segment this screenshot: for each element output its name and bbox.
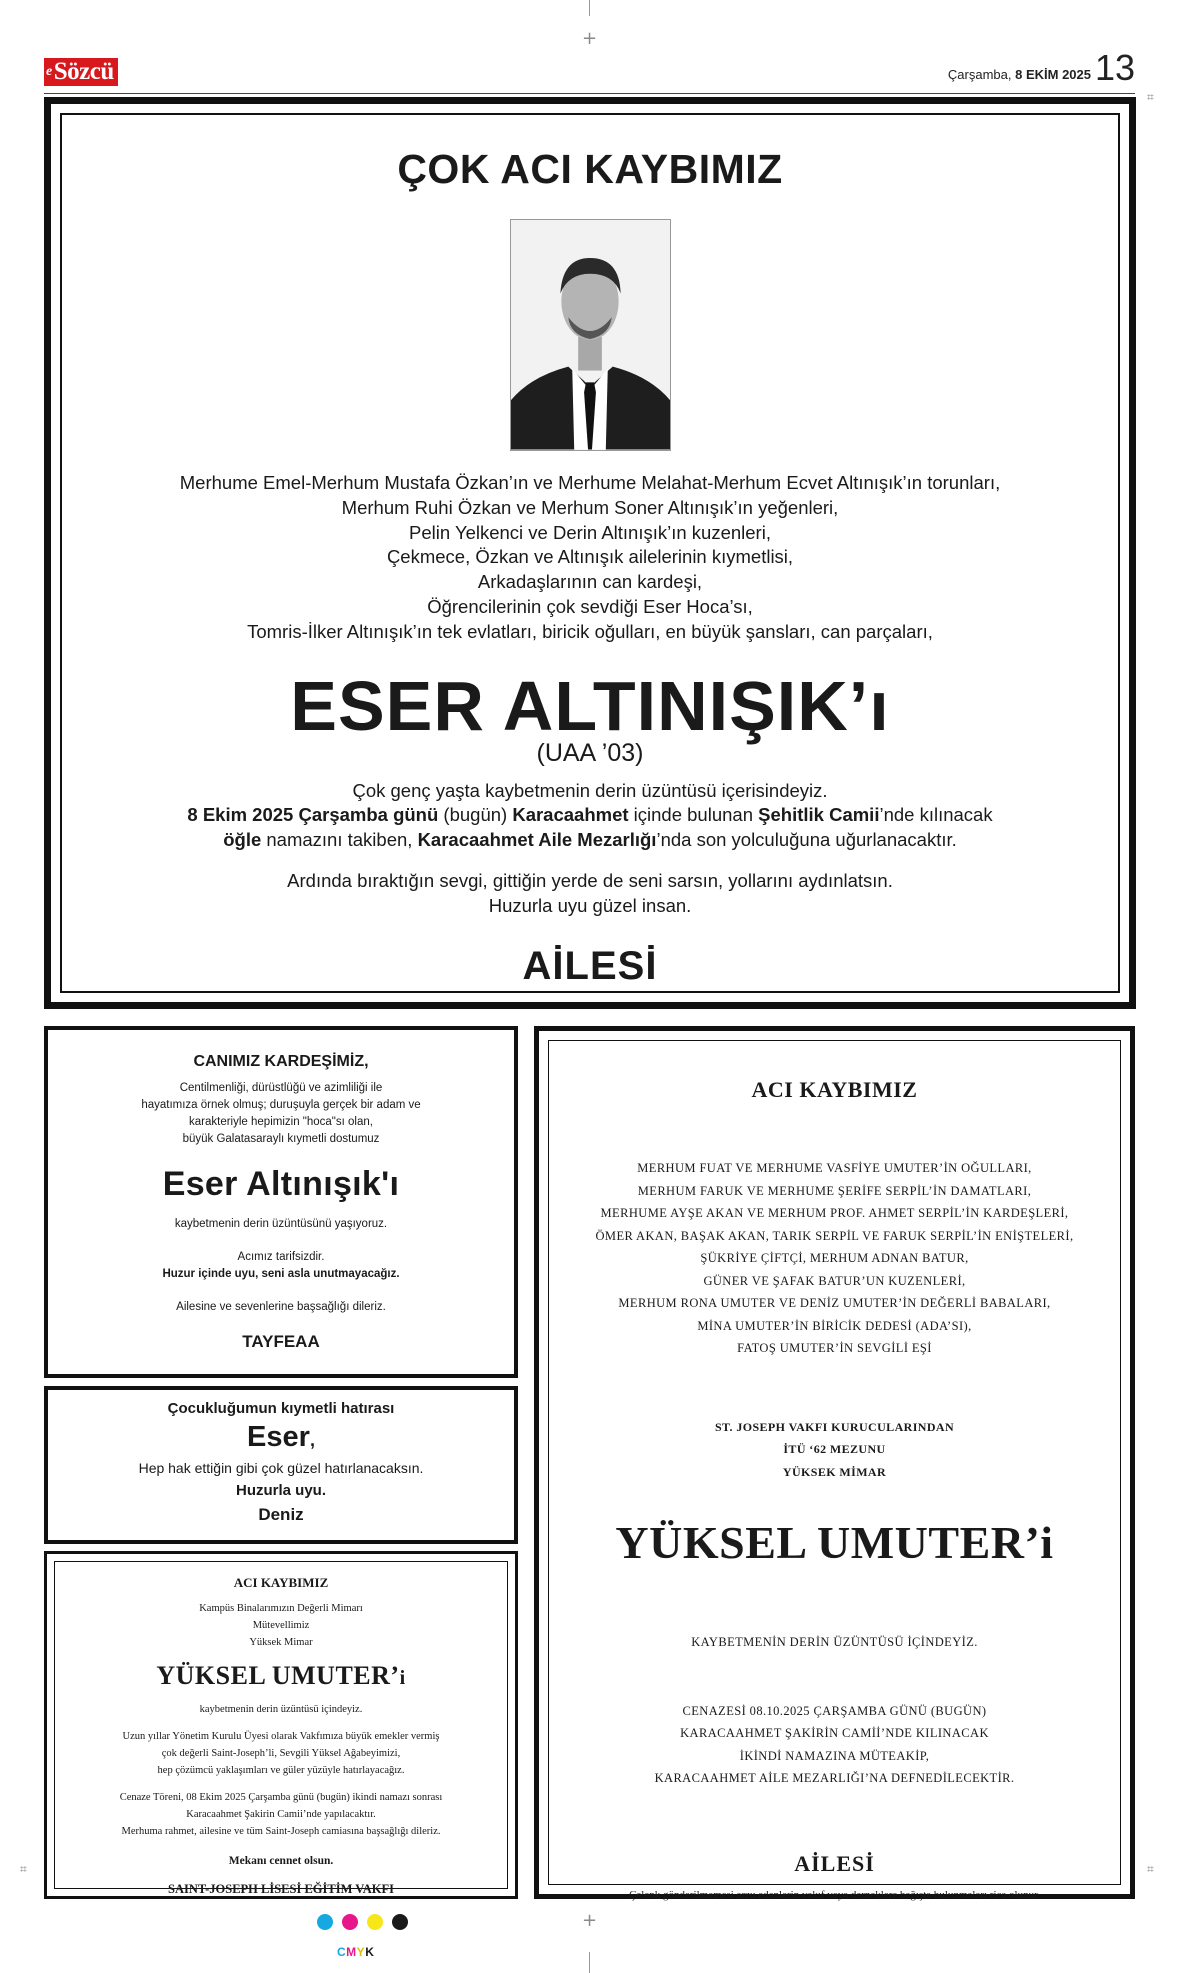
- funeral-line: KARACAAHMET ŞAKİRİN CAMİİ’NDE KILINACAK: [680, 1726, 989, 1740]
- condolence-name: Eser Altınışık'ı: [162, 1165, 400, 1203]
- condolence-line-bold: Huzur içinde uyu, seni asla unutmayacağız.: [162, 1268, 400, 1280]
- relation-line: MİNA UMUTER’İN BİRİCİK DEDESİ (ADA’SI),: [697, 1318, 972, 1333]
- relation-line: Tomris-İlker Altınışık’ın tek evlatları, biricik oğulları, en büyük şansları, can parçaları,: [247, 620, 933, 642]
- condolence-deniz: [44, 1386, 518, 1544]
- condolence-name: [55, 1659, 507, 1695]
- condolence-titles: [55, 1600, 507, 1651]
- condolence-line: çok değerli Saint-Joseph’li, Sevgili Yüksel Ağabeyimizi,: [161, 1748, 401, 1759]
- registration-mark-bottom: +: [582, 1910, 598, 1931]
- closing-line-2: Huzurla uyu güzel insan.: [488, 895, 692, 917]
- funeral-place: Karacaahmet: [512, 804, 629, 826]
- cmyk-y: Y: [356, 1945, 366, 1959]
- relation-line: Pelin Yelkenci ve Derin Altınışık’ın kuzenleri,: [409, 521, 771, 543]
- obituary-relations: [62, 471, 1118, 645]
- newspaper-logo: [44, 58, 118, 86]
- condolence-heading: ACI KAYBIMIZ: [233, 1575, 329, 1590]
- funeral-mosque: Şehitlik Camii: [758, 804, 880, 826]
- cmyk-k: K: [365, 1945, 375, 1959]
- title-line: YÜKSEK MİMAR: [782, 1464, 887, 1479]
- obituary-title: ÇOK ACI KAYBIMIZ: [397, 146, 783, 192]
- obituary-inner-frame: [548, 1040, 1121, 1901]
- condolence-line: Çocukluğumun kıymetli hatırası: [167, 1400, 395, 1417]
- condolence-closing: Mekanı cennet olsun.: [228, 1855, 334, 1867]
- relation-line: Çekmece, Özkan ve Altınışık ailelerinin kıymetlisi,: [386, 546, 794, 568]
- registration-mark-right-top: ⌗: [1147, 90, 1154, 104]
- grief-line: KAYBETMENİN DERİN ÜZÜNTÜSÜ İÇİNDEYİZ.: [691, 1635, 978, 1649]
- obituary-eser-altinisik: [44, 97, 1136, 1009]
- funeral-text: ’nda son yolculuğuna uğurlanacaktır.: [656, 828, 957, 850]
- relation-line: MERHUME AYŞE AKAN VE MERHUM PROF. AHMET SERPİL’İN KARDEŞLERİ,: [600, 1206, 1069, 1220]
- obituary-yuksel-umuter: [534, 1026, 1135, 1899]
- obituary-inner-frame: [60, 113, 1120, 993]
- deceased-titles: [549, 1416, 1120, 1484]
- condolence-line: Centilmenliği, dürüstlüğü ve azimliliği ile: [179, 1082, 383, 1094]
- relation-line: ŞÜKRİYE ÇİFTÇİ, MERHUM ADNAN BATUR,: [700, 1251, 969, 1265]
- cmyk-m: M: [346, 1945, 357, 1959]
- condolence-line: Yüksek Mimar: [249, 1637, 313, 1648]
- condolence-line: Hep hak ettiğin gibi çok güzel hatırlanacaksın.: [138, 1460, 424, 1476]
- relation-line: MERHUM RONA UMUTER VE DENİZ UMUTER’İN DEĞERLİ BABALARI,: [618, 1296, 1051, 1310]
- relation-line: FATOŞ UMUTER’İN SEVGİLİ EŞİ: [737, 1341, 932, 1355]
- relation-line: MERHUM FARUK VE MERHUME ŞERİFE SERPİL’İN DAMATLARI,: [637, 1183, 1032, 1198]
- condolence-line: Acımız tarifsizdir.: [237, 1251, 325, 1263]
- condolence-line: Ailesine ve sevenlerine başsağlığı dileriz.: [176, 1301, 386, 1313]
- condolence-line: hep çözümcü yaklaşımları ve güler yüzüyle hatırlayacağız.: [157, 1765, 405, 1776]
- deceased-class: (UAA ’03): [536, 738, 644, 767]
- condolence-line: Merhuma rahmet, ailesine ve tüm Saint-Joseph camiasına başsağlığı dileriz.: [121, 1826, 441, 1837]
- condolence-saint-joseph: [44, 1551, 518, 1899]
- condolence-text: [62, 1080, 500, 1148]
- registration-mark-top: +: [582, 28, 598, 49]
- funeral-line-2: [62, 803, 1118, 828]
- title-line: İTÜ ‘62 MEZUNU: [783, 1442, 886, 1456]
- issue-date: [948, 67, 1091, 82]
- condolence-name-text: YÜKSEL UMUTER’: [156, 1661, 400, 1690]
- registration-line-top: [589, 0, 590, 16]
- issue-weekday: Çarşamba,: [947, 67, 1012, 82]
- funeral-text: (bugün): [438, 804, 513, 826]
- condolence-line: Cenaze Töreni, 08 Ekim 2025 Çarşamba günü (bugün) ikindi namazı sonrası: [119, 1792, 443, 1803]
- header-divider: [44, 93, 1135, 94]
- relation-line: Merhum Ruhi Özkan ve Merhum Soner Altınışık’ın yeğenleri,: [341, 496, 839, 518]
- condolence-inner-frame: [54, 1561, 508, 1896]
- funeral-line: CENAZESİ 08.10.2025 ÇARŞAMBA GÜNÜ (BUGÜN): [682, 1703, 987, 1718]
- portrait-image: [511, 220, 670, 450]
- condolence-line: Kampüs Binalarımızın Değerli Mimarı: [199, 1603, 363, 1614]
- relation-line: Öğrencilerinin çok sevdiği Eser Hoca’sı,: [427, 595, 753, 617]
- condolence-line: karakteriyle hepimizin "hoca"sı olan,: [189, 1116, 373, 1128]
- funeral-line-3: [62, 828, 1118, 853]
- condolence-paragraph: [55, 1789, 507, 1840]
- registration-mark-right-bottom: ⌗: [1147, 1862, 1154, 1876]
- prayer-time: öğle: [223, 828, 262, 850]
- condolence-name-suffix: ,: [309, 1430, 315, 1450]
- funeral-line: KARACAAHMET AİLE MEZARLIĞI’NA DEFNEDİLECEKTİR.: [654, 1771, 1015, 1785]
- condolence-line: hayatımıza örnek olmuş; duruşuyla gerçek bir adam ve: [141, 1099, 421, 1111]
- obituary-signature: AİLESİ: [522, 944, 658, 989]
- funeral-line-1: Çok genç yaşta kaybetmenin derin üzüntüsü içerisindeyiz.: [352, 779, 828, 801]
- relation-line: GÜNER VE ŞAFAK BATUR’UN KUZENLERİ,: [703, 1273, 966, 1288]
- condolence-line: Uzun yıllar Yönetim Kurulu Üyesi olarak Vakfımıza büyük emekler vermiş: [122, 1731, 440, 1742]
- funeral-text: içinde bulunan: [628, 804, 759, 826]
- registration-mark-left: ⌗: [20, 1862, 27, 1876]
- black-dot-icon: [392, 1914, 408, 1930]
- relation-line: MERHUM FUAT VE MERHUME VASFİYE UMUTER’İN OĞULLARI,: [637, 1161, 1032, 1175]
- yellow-dot-icon: [367, 1914, 383, 1930]
- closing-line-1: Ardında bıraktığın sevgi, gittiğin yerde de seni sarsın, yollarını aydınlatsın.: [287, 870, 893, 892]
- obituary-closing: [62, 868, 1118, 918]
- condolence-line: Karacaahmet Şakirin Camii’nde yapılacaktır.: [186, 1809, 376, 1820]
- registration-line-bottom: [589, 1952, 590, 1973]
- funeral-text: namazını takiben,: [261, 828, 418, 850]
- condolence-signature: TAYFEAA: [242, 1332, 320, 1351]
- cemetery-name: Karacaahmet Aile Mezarlığı: [417, 828, 657, 850]
- condolence-signature: Deniz: [258, 1505, 304, 1524]
- cmyk-label: [337, 1945, 374, 1959]
- cyan-dot-icon: [317, 1914, 333, 1930]
- deceased-name: YÜKSEL UMUTER’i: [615, 1517, 1054, 1568]
- obituary-signature: AİLESİ: [794, 1850, 875, 1876]
- page-number: 13: [1094, 47, 1135, 88]
- relation-line: Merhume Emel-Merhum Mustafa Özkan’ın ve Merhume Melahat-Merhum Ecvet Altınışık’ın torunları,: [179, 472, 1001, 493]
- condolence-line: kaybetmenin derin üzüntüsü içindeyiz.: [199, 1704, 363, 1715]
- condolence-line: büyük Galatasaraylı kıymetli dostumuz: [182, 1133, 380, 1145]
- funeral-line: İKİNDİ NAMAZINA MÜTEAKİP,: [739, 1748, 930, 1763]
- deceased-name: ESER ALTINIŞIK’ı: [290, 666, 890, 745]
- condolence-signature: SAINT-JOSEPH LİSESİ EĞİTİM VAKFI: [168, 1882, 394, 1896]
- condolence-line: kaybetmenin derin üzüntüsünü yaşıyoruz.: [174, 1218, 388, 1230]
- obituary-title: ACI KAYBIMIZ: [751, 1077, 918, 1102]
- condolence-line-bold: Huzurla uyu.: [235, 1482, 326, 1499]
- relation-line: ÖMER AKAN, BAŞAK AKAN, TARIK SERPİL VE FARUK SERPİL’İN ENİŞTELERİ,: [595, 1228, 1074, 1243]
- condolence-name: [62, 1420, 500, 1457]
- logo-mark-icon: e: [46, 64, 52, 79]
- portrait-photo: [510, 219, 671, 451]
- funeral-details: [549, 1700, 1120, 1790]
- condolence-paragraph: [55, 1728, 507, 1779]
- obituary-relations: [549, 1157, 1120, 1360]
- cmyk-c: C: [337, 1945, 347, 1959]
- condolence-heading: CANIMIZ KARDEŞİMİZ,: [193, 1053, 369, 1070]
- funeral-text: ’nde kılınacak: [879, 804, 993, 826]
- issue-date-bold: 8 EKİM 2025: [1015, 67, 1091, 82]
- obituary-footnote: Çelenk gönderilmemesi arzu edenlerin vakıf veya derneklere bağışta bulunmaları rica olunur.: [629, 1888, 1040, 1901]
- funeral-date: 8 Ekim 2025 Çarşamba günü: [187, 804, 439, 826]
- condolence-line: Mütevellimiz: [252, 1620, 310, 1631]
- condolence-name-suffix: i: [399, 1667, 406, 1689]
- funeral-details: [62, 779, 1118, 853]
- relation-line: Arkadaşlarının can kardeşi,: [477, 571, 703, 593]
- logo-text: Sözcü: [53, 58, 114, 85]
- condolence-name-text: Eser: [247, 1421, 310, 1453]
- condolence-tayfeaa: [44, 1026, 518, 1378]
- magenta-dot-icon: [342, 1914, 358, 1930]
- title-line: ST. JOSEPH VAKFI KURUCULARINDAN: [714, 1419, 955, 1434]
